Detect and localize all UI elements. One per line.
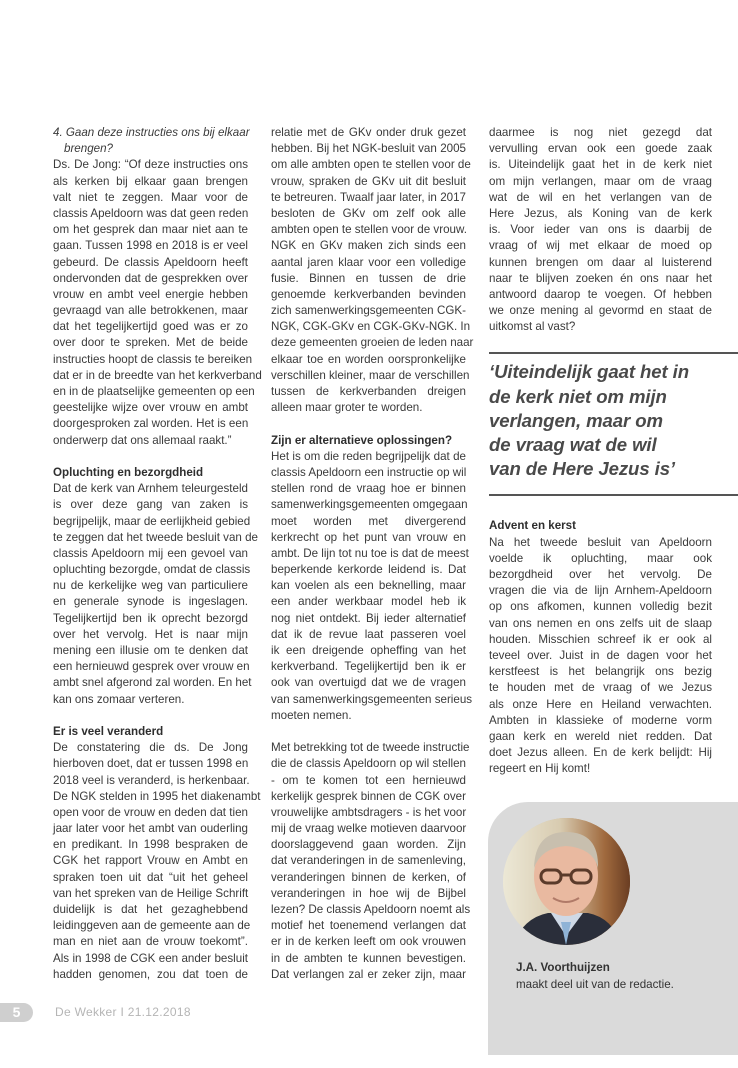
text-line: classis Apeldoorn mij een gevoel van <box>53 546 248 560</box>
text-line: er in de kerken leeft om ook vrouwen <box>271 935 466 949</box>
text-line: CGK het rapport Vrouw en Ambt en <box>53 854 248 868</box>
text-line: begrijpelijk, maar de eerlijkheid gebied <box>53 514 251 528</box>
text-line: gaan kerk en wereld niet redden. Dat <box>489 729 712 743</box>
text-line: duidelijk is dat het gezaghebbend <box>53 903 248 916</box>
pull-quote <box>489 352 738 496</box>
text-line: vervulling ervan ook een goede zaak <box>489 142 712 156</box>
text-line: ik een dreigende opheffing van het <box>271 644 466 657</box>
text-line: ambten open te stellen voor de vrouw. <box>271 223 467 237</box>
text-line: vragen die via de lijn Arnhem-Apeldoorn <box>489 584 712 598</box>
text-line: alleen maar groter te worden. <box>271 401 423 415</box>
text-line: veranderingen in hoe wij de Bijbel <box>271 886 466 900</box>
text-line: is. Voor ieder van ons is daarbij de <box>489 223 712 237</box>
text-line: kerkverband. Tegelijkertijd ben ik er <box>271 660 466 674</box>
text-line: Advent en kerst <box>489 519 576 533</box>
text-line: - om te komen tot een hernieuwd <box>271 773 466 787</box>
text-line: als onze Here en Heiland verwachten. <box>489 697 712 711</box>
text-line: en generale synode is ingeslagen. <box>53 595 248 609</box>
text-line: man en niet aan de vrouw toekomt”. <box>53 935 248 949</box>
text-line: elkaar toe en worden oorspronkelijke <box>271 352 466 366</box>
text-line: Als in 1998 de CGK een ander besluit <box>53 951 248 965</box>
text-line: verschillen kleiner, maar de verschillen <box>271 368 470 382</box>
text-line: uitkomst al vast? <box>489 320 576 334</box>
text-line: teveel over. Juist in de dagen voor het <box>489 648 712 662</box>
text-line: hadden genomen, zou dat toen de <box>53 967 248 981</box>
text-line: Met betrekking tot de tweede instructie <box>271 741 470 755</box>
pull-quote-line: de vraag wat de wil <box>489 434 657 456</box>
text-line: houden. Misschien schreef ik er ook al <box>489 632 712 646</box>
author-photo <box>503 818 630 945</box>
text-line: mening een illusie om te denken dat <box>53 644 248 657</box>
author-name: J.A. Voorthuijzen <box>516 961 610 974</box>
text-line: lezen? De classis Apeldoorn noemt als <box>271 903 471 916</box>
text-line: stellen rond de vraag hoe er binnen <box>271 482 466 496</box>
pull-quote-line: de kerk niet om mijn <box>489 385 667 407</box>
text-line: dat er in de breedte van het kerkverband <box>53 368 262 382</box>
text-line: over door te spreken. Met de beide <box>53 336 248 350</box>
text-line: motief het toenemend verlangen dat <box>271 919 466 933</box>
text-line: ambt snel afgerond zal worden. En het <box>53 676 252 690</box>
text-line: Here Jezus, als Koning van de kerk <box>489 206 712 220</box>
author-box <box>488 802 738 1055</box>
text-line: jaar later voor het ambt van ouderling <box>53 822 248 836</box>
text-line: nu de kerkelijke weg van particuliere <box>53 579 248 593</box>
text-line: kan voelen als een beknelling, maar <box>271 579 466 593</box>
page-number-badge: 5 <box>0 1003 33 1022</box>
section-heading <box>53 724 248 740</box>
text-line: kerkrecht op het punt van vrouw en <box>271 530 466 544</box>
text-line: brengen? <box>64 142 113 156</box>
text-line: besloten de GKv om zelf ook alle <box>271 206 466 220</box>
text-line: ondervonden dat de gesprekken over <box>53 271 248 285</box>
text-line: dat ik de revue laat passeren voel <box>271 627 466 641</box>
text-line: ambt. De lijn tot nu toe is dat de meest <box>271 546 469 560</box>
text-line: regeert en Hij komt! <box>489 762 591 776</box>
article-column-1 <box>53 125 262 983</box>
text-line: om het gesprek dan maar niet aan te <box>53 223 248 237</box>
text-line: onderwerp dat ons allemaal raakt.” <box>53 433 232 447</box>
interview-question <box>53 125 248 157</box>
pull-quote-line: van de Here Jezus is’ <box>489 458 675 480</box>
text-line: dat het tegelijkertijd goed was er zo <box>53 320 248 334</box>
text-line: De constatering die ds. De Jong <box>53 741 248 755</box>
text-line: bezorgdheid over het vervolg. De <box>489 568 712 582</box>
text-line: classis Apeldoorn een instructie op wil <box>271 465 467 479</box>
text-line: van samenwerkingsgemeenten serieus <box>271 692 473 706</box>
text-line: mij de vraag welke motieven daarvoor <box>271 822 467 836</box>
paragraph <box>271 125 474 416</box>
text-line: Na het tweede besluit van Apeldoorn <box>489 535 712 549</box>
text-line: antwoord daarop te voegen. Of hebben <box>489 287 712 301</box>
paragraph <box>53 740 261 983</box>
section-heading <box>489 518 712 534</box>
article-column-2 <box>271 125 474 983</box>
text-line: moeten nemen. <box>271 708 352 722</box>
text-line: Dat verlangen zal er zeker zijn, maar <box>271 967 466 981</box>
article-column-3 <box>489 125 712 777</box>
text-line: nog niet ontdekt. Bij ieder alternatief <box>271 611 466 625</box>
text-line: Ambten in klassieke of moderne vorm <box>489 713 712 727</box>
text-line: open voor de vrouw en deden dat tien <box>53 805 248 819</box>
text-line: valt niet te zeggen. Maar voor de <box>53 190 248 204</box>
text-line: op ons afkomen, kunnen volledig bezit <box>489 600 712 614</box>
text-line: genoemde kerkverbanden bevinden <box>271 287 466 301</box>
text-line: wat de wil en het verlangen van de <box>489 190 712 204</box>
author-description: maakt deel uit van de redactie. <box>516 978 674 991</box>
paragraph <box>53 481 258 708</box>
text-line: en in de plaatselijke gemeenten op een <box>53 385 255 398</box>
text-line: Het is om die reden begrijpelijk dat de <box>271 449 466 463</box>
text-line: doet Jezus alleen. En de kerk belijdt: Hij <box>489 746 712 760</box>
text-line: deze gemeenten groeien de leden naar <box>271 336 474 350</box>
text-line: moet worden met divergerend <box>271 514 466 528</box>
pull-quote-line: verlangen, maar om <box>489 409 663 431</box>
text-line: 4. Gaan deze instructies ons bij elkaar <box>53 126 250 139</box>
text-line: NGK, CGK-GKv en CGK-GKv-NGK. In <box>271 320 471 334</box>
text-line: samenwerkingsgemeenten omgegaan <box>271 498 468 512</box>
text-line: gevraagd van alle betrokkenen, maar <box>53 304 248 318</box>
text-line: naar te blijven zoeken én ons naar het <box>489 271 712 285</box>
text-line: beperkende kerkorde leidend is. Dat <box>271 563 466 577</box>
text-line: Dat de kerk van Arnhem teleurgesteld <box>53 482 248 496</box>
text-line: te betreuren. Twaalf jaar later, in 2017 <box>271 190 466 204</box>
text-line: fusie. Binnen en tussen de drie <box>271 271 466 285</box>
text-line: in de ambten te kunnen bevestigen. <box>271 951 466 965</box>
text-line: kunnen brengen om daar al luisterend <box>489 255 712 269</box>
text-line: doorslaggevend gaan worden. Zijn <box>271 838 466 852</box>
text-line: hierboven doet, dat er tussen 1998 en <box>53 757 249 771</box>
section-heading <box>271 433 466 449</box>
text-line: 2018 veel is veranderd, is herkenbaar. <box>53 773 250 787</box>
footer-publication-date: De Wekker I 21.12.2018 <box>55 1005 191 1019</box>
text-line: zich samenwerkingsgemeenten CGK- <box>271 304 466 318</box>
text-line: geestelijke wijze over vrouw en ambt <box>53 401 248 415</box>
text-line: veranderingen binnen de kerken, of <box>271 870 466 884</box>
text-line: gaan. Tussen 1998 en 2018 is er veel <box>53 239 248 253</box>
text-line: classis Apeldoorn was dat geen reden <box>53 206 249 220</box>
text-line: Tegelijkertijd ben ik oprecht bezorgd <box>53 611 248 625</box>
text-line: opluchting bezorgde, omdat de classis <box>53 563 251 577</box>
pull-quote-line: ‘Uiteindelijk gaat het in <box>489 361 689 383</box>
paragraph <box>271 740 471 983</box>
text-line: ook van overtuigd dat we de vragen <box>271 676 466 690</box>
text-line: kerkelijk gesprek binnen de CGK over <box>271 789 466 803</box>
text-line: om mijn verlangen, maar om de vraag <box>489 174 712 188</box>
text-line: leidinggeven aan de gemeente aan de <box>53 919 251 933</box>
text-line: en predikant. In 1998 bespraken de <box>53 838 248 852</box>
text-line: te houden met de vraag of we Jezus <box>489 681 712 695</box>
text-line: een hernieuwd gesprek over vrouw en <box>53 660 250 674</box>
text-line: vraag of wij met elkaar de moed op <box>489 239 712 253</box>
text-line: over het vervolg. Het is naar mijn <box>53 627 248 641</box>
text-line: NGK en GKv maken zich sinds een <box>271 239 466 253</box>
text-line: Zijn er alternatieve oplossingen? <box>271 433 453 447</box>
text-line: gebeurd. De classis Apeldoorn heeft <box>53 255 248 269</box>
text-line: Ds. De Jong: “Of deze instructies ons <box>53 158 248 172</box>
text-line: relatie met de GKv onder druk gezet <box>271 126 466 139</box>
text-line: vrouwelijke ambtsdragers - is het voor <box>271 805 467 819</box>
paragraph <box>489 535 712 778</box>
text-line: kan ons zomaar verteren. <box>53 692 185 706</box>
paragraph <box>489 125 712 335</box>
text-line: we onze mening al gevormd en staat de <box>489 304 712 318</box>
text-line: is over deze gang van zaken is <box>53 498 248 512</box>
text-line: vrouw, spraken de GKv uit dit besluit <box>271 174 466 188</box>
text-line: is. Uiteindelijk gaat het in de kerk niet <box>489 158 712 172</box>
text-line: spraken toen uit dat “uit het geheel <box>53 870 248 884</box>
paragraph <box>53 157 262 448</box>
text-line: doorgesproken zal worden. Het is een <box>53 417 249 431</box>
text-line: van het spreken van de Heilige Schrift <box>53 886 249 900</box>
text-line: tussen de kerkverbanden dreigen <box>271 385 466 398</box>
text-line: voelde ik opluchting, maar ook <box>489 551 712 565</box>
text-line: Er is veel veranderd <box>53 724 164 738</box>
text-line: van ons nemen en ons zelfs uit de slaap <box>489 616 712 630</box>
text-line: Opluchting en bezorgdheid <box>53 465 204 479</box>
section-heading <box>53 465 248 481</box>
text-line: daarmee is nog niet gezegd dat <box>489 126 712 139</box>
text-line: De NGK stelden in 1995 het diakenambt <box>53 789 261 803</box>
text-line: kerstfeest is het belangrijk ons bezig <box>489 665 712 679</box>
paragraph <box>271 449 473 724</box>
text-line: te zeggen dat het tweede besluit van de <box>53 530 258 544</box>
text-line: die de classis Apeldoorn op wil stellen <box>271 757 466 771</box>
text-line: hebben. Bij het NGK-besluit van 2005 <box>271 142 466 156</box>
text-line: instructies hoopt de classis te bereiken <box>53 352 253 366</box>
text-line: aantal jaren klaar voor een volledige <box>271 255 466 269</box>
text-line: om alle ambten open te stellen voor de <box>271 158 471 172</box>
text-line: als kerken bij elkaar gaan brengen <box>53 174 248 188</box>
text-line: vrouw en ambt veel energie hebben <box>53 287 248 301</box>
text-line: een ander werkbaar model heb ik <box>271 595 466 609</box>
text-line: dat veranderingen in de samenleving, <box>271 854 466 868</box>
